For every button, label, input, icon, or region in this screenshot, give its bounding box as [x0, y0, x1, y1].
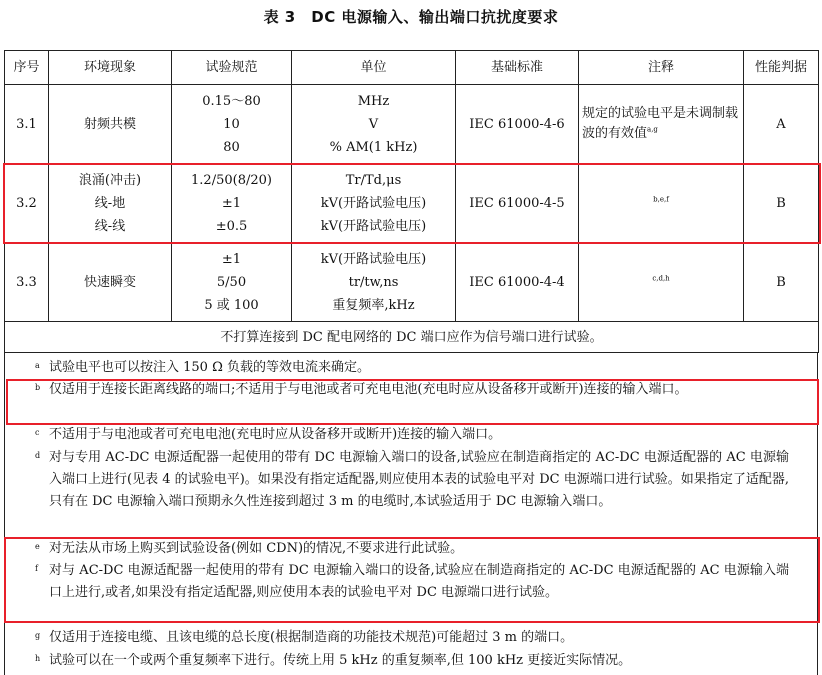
- footnote-text: 仅适用于连接电缆、且该电缆的总长度(根据制造商的功能技术规范)可能超过 3 m 的端口。: [49, 630, 574, 645]
- footnote-text: 对与 AC-DC 电源适配器一起使用的带有 DC 电源输入端口的设备,试验应在制造商指定的 AC-DC 电源适配器的 AC 电源输入端口上进行,或者,如果没有指定适配器,则应使用本表的试验电平对 DC 电源端口进行试验。: [49, 563, 789, 600]
- phenomenon-cell: [49, 85, 172, 164]
- header-cell: 注释: [579, 51, 744, 85]
- header-cell: 环境现象: [49, 51, 172, 85]
- header-cell: 单位: [292, 51, 456, 85]
- cell-line: % AM(1 kHz): [329, 139, 418, 155]
- cell-line: tr/tw,ns: [348, 274, 399, 290]
- header-cell: 基础标准: [456, 51, 579, 85]
- unit-cell: [292, 243, 456, 322]
- footnote-text: 试验可以在一个或两个重复频率下进行。传统上用 5 kHz 的重复频率,但 100 kHz 更接近实际情况。: [49, 653, 632, 668]
- cell-line: 0.15～80: [202, 93, 261, 109]
- header-cell: 试验规范: [172, 51, 292, 85]
- criterion-cell: A: [744, 85, 819, 164]
- cell-line: ±0.5: [215, 218, 248, 234]
- phenomenon-cell: [49, 243, 172, 322]
- cell-line: 5/50: [216, 274, 247, 290]
- cell-line: 5 或 100: [204, 297, 259, 313]
- highlight-box-footnotes-e-f: [4, 537, 820, 623]
- footnote-mark: b: [35, 383, 41, 392]
- footnote-g: [35, 627, 789, 649]
- header-cell: 序号: [5, 51, 49, 85]
- general-note-row: [5, 322, 819, 353]
- highlight-box-footnote-b: [6, 379, 819, 425]
- header-cell: 性能判据: [744, 51, 819, 85]
- unit-cell: [292, 85, 456, 164]
- note-cell: [579, 85, 744, 164]
- footnote-mark: h: [35, 654, 41, 663]
- standard-cell: IEC 61000-4-5: [456, 164, 579, 243]
- note-refs: a,g: [647, 125, 658, 134]
- spec-cell: [172, 243, 292, 322]
- footnote-text: 对与专用 AC-DC 电源适配器一起使用的带有 DC 电源输入端口的设备,试验应在制造商指定的 AC-DC 电源适配器的 AC 电源输入端口上进行(见表 4 的试验电平)。如果没有指定适配器,则应使用本表的试验电平对 DC 电源端口进行试验。如果指定了适配器,只有在 DC 电源输入端口预期永久性连接到超过 3 m 的电缆时,本试验适用于 DC 电源输入端口。: [49, 450, 789, 509]
- note-cell: [579, 243, 744, 322]
- table-title: 表 3 DC 电源输入、输出端口抗扰度要求: [263, 8, 559, 26]
- row-number: 3.1: [5, 85, 49, 164]
- cell-line: ±1: [221, 251, 242, 267]
- table-row: [5, 243, 819, 322]
- table-row: [5, 85, 819, 164]
- cell-line: Tr/Td,μs: [345, 172, 402, 188]
- note-text: 规定的试验电平是未调制载波的有效值: [582, 106, 739, 141]
- header-row: [5, 51, 819, 85]
- footnote-mark: a: [35, 361, 40, 370]
- spec-cell: [172, 85, 292, 164]
- cell-line: 重复频率,kHz: [332, 297, 415, 313]
- cell-line: 浪涌(冲击): [78, 172, 142, 188]
- cell-line: kV(开路试验电压): [320, 251, 427, 267]
- highlight-box-row-3-2: [3, 163, 821, 244]
- footnote-text: 仅适用于连接长距离线路的端口;不适用于与电池或者可充电电池(充电时应从设备移开或断开)连接的输入端口。: [49, 382, 688, 397]
- footnote-mark: c: [35, 428, 40, 437]
- footnote-mark: f: [35, 564, 38, 573]
- cell-line: 线-地: [94, 195, 126, 211]
- footnote-c: [35, 424, 789, 446]
- footnote-text: 试验电平也可以按注入 150 Ω 负载的等效电流来确定。: [49, 360, 370, 375]
- footnote-d: [35, 447, 789, 513]
- cell-line: ±1: [221, 195, 242, 211]
- criterion-cell: B: [744, 243, 819, 322]
- note-refs: c,d,h: [652, 274, 670, 283]
- cell-line: 射频共模: [83, 116, 136, 132]
- cell-line: MHz: [357, 93, 390, 109]
- cell-line: kV(开路试验电压): [320, 195, 427, 211]
- criterion-cell: B: [744, 164, 819, 243]
- footnote-text: 不适用于与电池或者可充电电池(充电时应从设备移开或断开)连接的输入端口。: [49, 427, 502, 442]
- cell-line: 快速瞬变: [83, 274, 136, 290]
- standard-cell: IEC 61000-4-4: [456, 243, 579, 322]
- cell-line: 10: [223, 116, 240, 132]
- row-number: 3.2: [5, 164, 49, 243]
- cell-line: 线-线: [94, 218, 126, 234]
- footnote-mark: g: [35, 631, 41, 640]
- cell-line: 80: [223, 139, 240, 155]
- footnote-h: [35, 650, 789, 672]
- cell-line: V: [368, 116, 379, 132]
- footnote-text: 对无法从市场上购买到试验设备(例如 CDN)的情况,不要求进行此试验。: [49, 541, 464, 556]
- cell-line: 1.2/50(8/20): [191, 172, 272, 188]
- standard-cell: IEC 61000-4-6: [456, 85, 579, 164]
- footnote-mark: e: [35, 542, 40, 551]
- footnote-mark: d: [35, 451, 41, 460]
- footnote-a: [35, 357, 789, 379]
- cell-line: kV(开路试验电压): [320, 218, 427, 234]
- row-number: 3.3: [5, 243, 49, 322]
- note-refs: b,e,f: [653, 195, 669, 204]
- general-note: 不打算连接到 DC 配电网络的 DC 端口应作为信号端口进行试验。: [5, 322, 819, 353]
